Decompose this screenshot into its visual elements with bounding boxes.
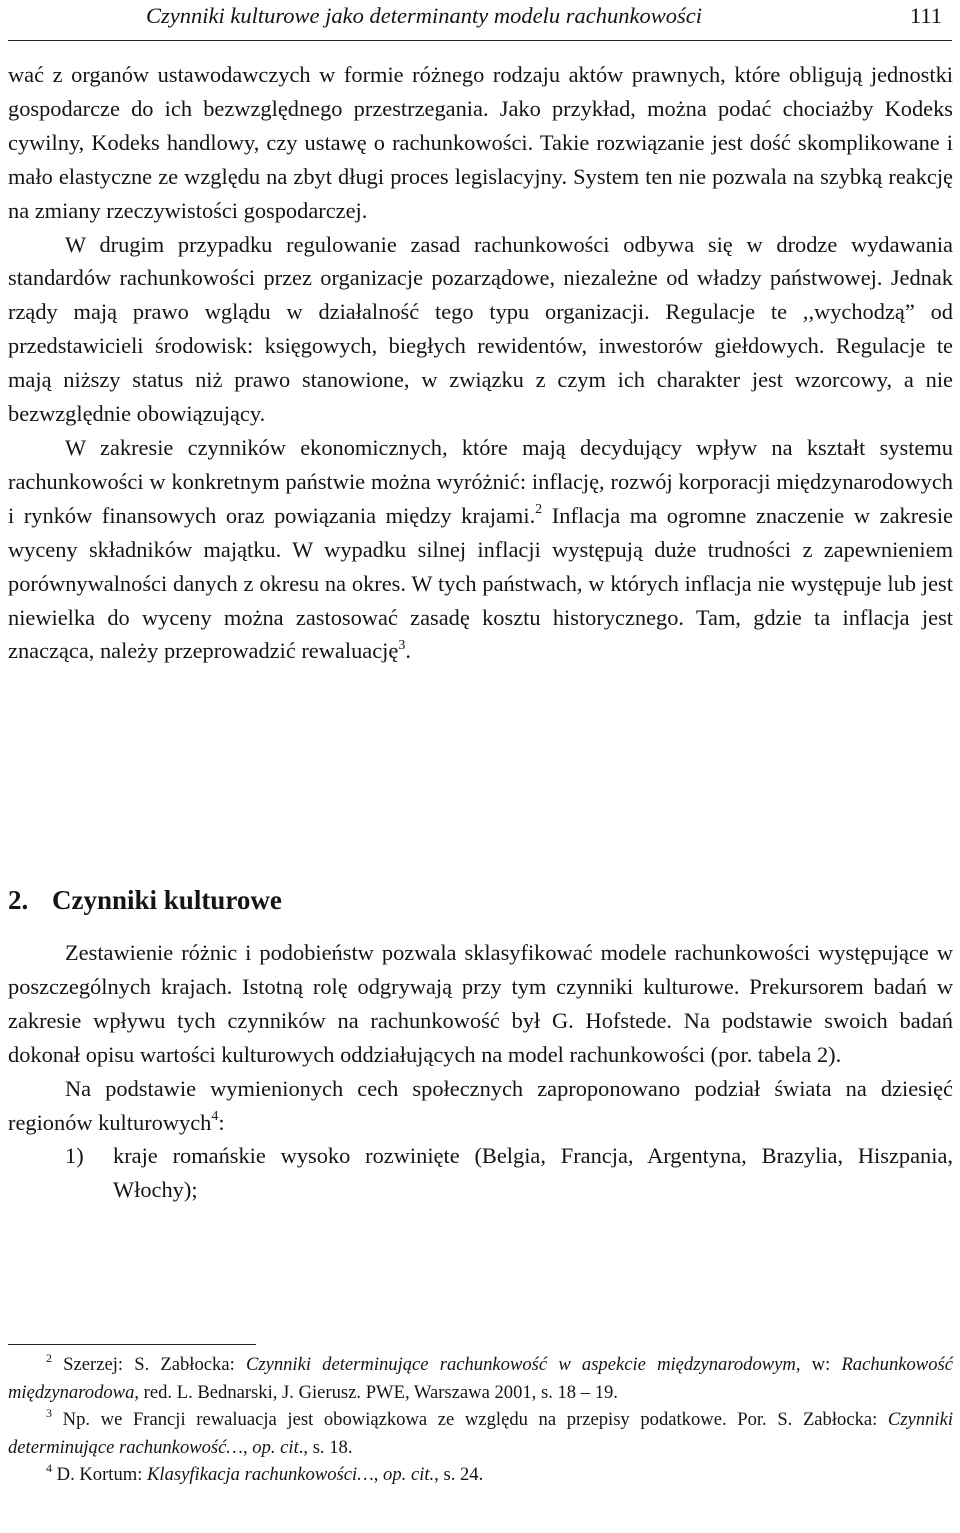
footnote-2: $^2$ Szerzej: S. Zabłocka: Czynniki determinujące rachunkowość w aspekcie międzynarodowym, w: Rachunkowość międzynarodowa, red. L. Bednarski, J. Gierusz. PWE, Warszawa 2001, s. 18 – 19.	[8, 1350, 953, 1403]
body-text-lower	[8, 936, 953, 1207]
list-marker: 1)	[65, 1143, 84, 1169]
body-text-upper	[8, 58, 953, 668]
footnote-4: $^4$ D. Kortum: Klasyfikacja rachunkowości…, op. cit., s. 24.	[46, 1461, 484, 1486]
page-header	[8, 0, 952, 41]
paragraph-5: Na podstawie wymienionych cech społecznych zaproponowano podział świata na dziesięć regionów kulturowych$^4$:	[8, 1075, 953, 1135]
page-number: 111	[909, 3, 942, 28]
footnote-ref-2[interactable]: 2	[535, 502, 543, 518]
paragraph-1: wać z organów ustawodawczych w formie różnego rodzaju aktów prawnych, które obligują jednostki gospodarcze do ich bezwzględnego przestrzegania. Jako przykład, można podać chociażby Kodeks cywilny, Kodeks handlowy, czy ustawę o rachunkowości. Takie rozwiązanie jest dość skomplikowane i mało elastyczne ze względu na zbyt długi proces legislacyjny. System ten nie pozwala na szybką reakcję na zmiany rzeczywistości gospodarczej.	[8, 62, 953, 223]
section-heading	[8, 880, 908, 920]
list-item-text: kraje romańskie wysoko rozwinięte (Belgia, Francja, Argentyna, Brazylia, Hiszpania, Włochy);	[113, 1143, 953, 1203]
paragraph-2: W drugim przypadku regulowanie zasad rachunkowości odbywa się w drodze wydawania standardów rachunkowości przez organizacje pozarządowe, niezależne od władzy państwowej. Jednak rządy mają prawo wglądu w działalność tego typu organizacji. Regulacje te ,,wychodzą” od przedstawicieli środowisk: księgowych, biegłych rewidentów, inwestorów giełdowych. Regulacje te mają niższy status niż prawo stanowione, w związku z czym ich charakter jest wzorcowy, a nie bezwzględnie obowiązujący.	[8, 231, 953, 427]
footnote-3: $^3$ Np. we Francji rewaluacja jest obowiązkowa ze względu na przepisy podatkowe. Por. S. Zabłocka: Czynniki determinujące rachunkowość…, op. cit., s. 18.	[8, 1406, 953, 1458]
paragraph-3: W zakresie czynników ekonomicznych, które mają decydujący wpływ na kształt systemu rachunkowości w konkretnym państwie można wyróżnić: inflację, rozwój korporacji międzynarodowych i rynków finansowych oraz powiązania między krajami.$^2$ Inflacja ma ogromne znaczenie w zakresie wyceny składników majątku. W wypadku silnej inflacji występują duże trudności z zapewnieniem porównywalności danych z okresu na okres. W tych państwach, w których inflacja nie występuje lub jest niewielka do wyceny można zastosować zasadę kosztu historycznego. Tam, gdzie ta inflacja jest znacząca, należy przeprowadzić rewaluację$^3$.	[8, 434, 953, 664]
section-title: Czynniki kulturowe	[52, 885, 282, 915]
running-title: Czynniki kulturowe jako determinanty modelu rachunkowości	[146, 3, 702, 28]
footnote-divider	[8, 1344, 256, 1345]
section-number: 2.	[8, 885, 29, 915]
paragraph-4: Zestawienie różnic i podobieństw pozwala sklasyfikować modele rachunkowości występujące w poszczególnych krajach. Istotną rolę odgrywają przy tym czynniki kulturowe. Prekursorem badań w zakresie wpływu tych czynników na rachunkowość był G. Hofstede. Na podstawie swoich badań dokonał opisu wartości kulturowych oddziałujących na model rachunkowości (por. tabela 2).	[8, 940, 953, 1067]
footnotes	[8, 1351, 953, 1489]
list-item	[8, 1139, 953, 1207]
footnote-ref-3[interactable]: 3	[398, 637, 406, 653]
footnote-ref-4[interactable]: 4	[211, 1109, 219, 1125]
